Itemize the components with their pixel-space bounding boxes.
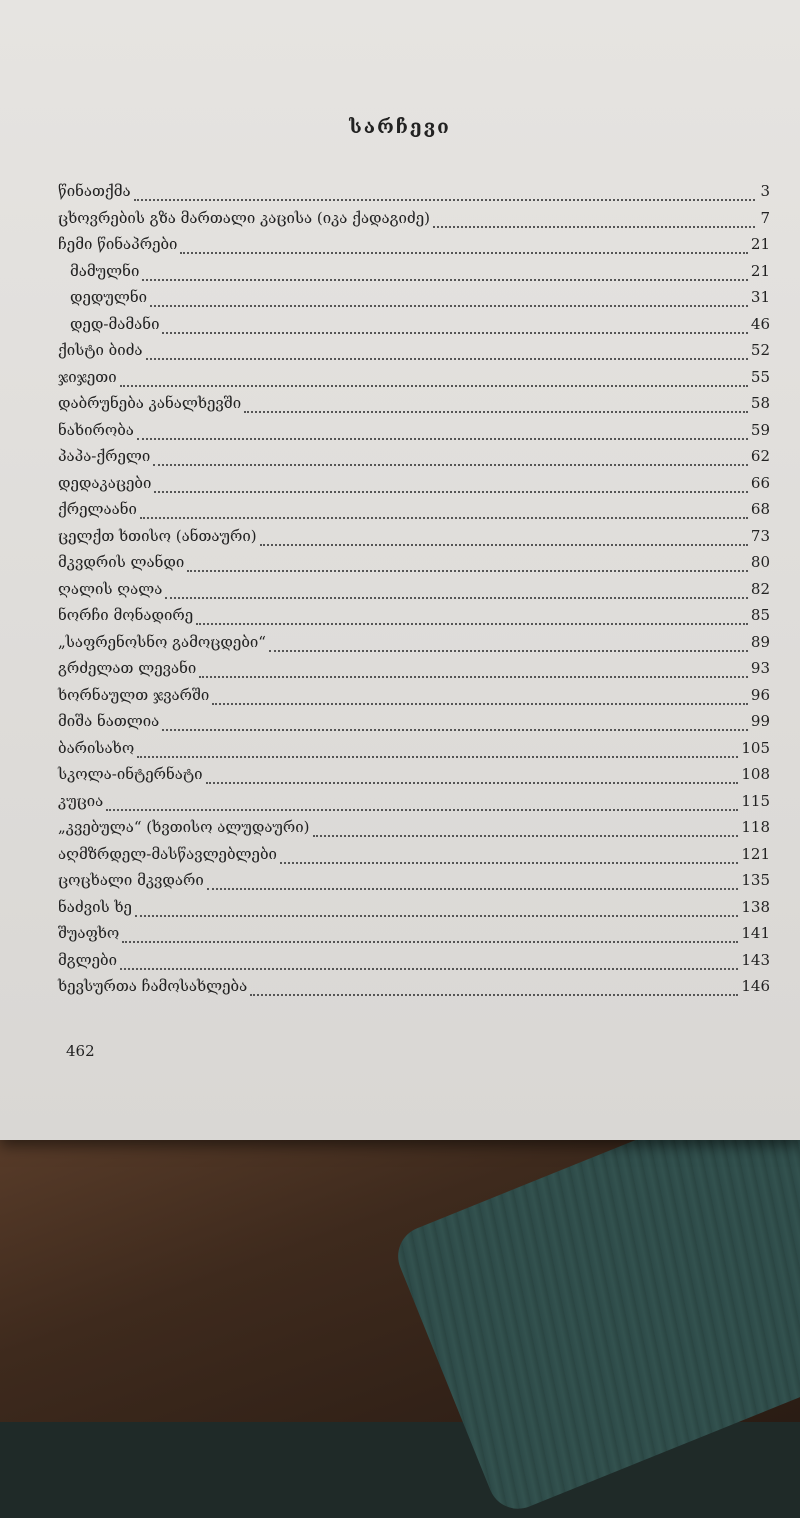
toc-entry-page: 73 <box>750 526 770 545</box>
toc-entry-title: კუცია <box>58 791 104 810</box>
dot-leader <box>140 517 748 519</box>
toc-entry-page: 52 <box>750 341 770 359</box>
toc-entry-page: 135 <box>741 871 770 889</box>
toc-entry-page: 99 <box>750 712 770 730</box>
toc-entry <box>58 368 770 395</box>
dot-leader <box>196 623 748 625</box>
toc-entry-page: 141 <box>741 924 770 942</box>
toc-entry-title: ხორნაულთ ჯვარში <box>58 685 210 704</box>
toc-entry-page: 66 <box>750 473 770 492</box>
toc-entry-title: ქისტი ბიძა <box>58 341 143 359</box>
toc-entry-title: ნორჩი მონადირე <box>58 606 194 624</box>
dot-leader <box>206 782 739 784</box>
page-title: სარჩევი <box>349 116 451 138</box>
dot-leader <box>313 835 739 837</box>
toc-entry <box>58 288 770 315</box>
toc-entry <box>58 606 770 633</box>
toc-entry-page: 80 <box>750 553 770 571</box>
toc-entry-page: 105 <box>741 738 770 757</box>
toc-entry <box>58 845 770 872</box>
dot-leader <box>280 862 738 864</box>
toc-entry-title: ნაძვის ხე <box>58 897 132 916</box>
toc-entry-title: ჯიჯეთი <box>58 367 117 386</box>
toc-entry <box>58 262 770 289</box>
dot-leader <box>137 756 738 758</box>
toc-entry-page: 143 <box>741 950 770 969</box>
dot-leader <box>134 199 755 201</box>
dot-leader <box>142 279 748 281</box>
toc-entry <box>58 447 770 474</box>
toc-entry <box>58 765 770 792</box>
toc-entry <box>58 315 770 342</box>
dot-leader <box>120 968 738 970</box>
toc-entry-title: ბარისახო <box>58 738 135 757</box>
toc-entry-page: 138 <box>741 897 770 916</box>
toc-entry-title: პაპა-ქრელი <box>58 447 151 465</box>
toc-entry <box>58 341 770 368</box>
toc-entry <box>58 792 770 819</box>
toc-entry-title: სკოლა-ინტერნატი <box>58 765 203 783</box>
page-number: 462 <box>66 1042 95 1060</box>
dot-leader <box>250 994 738 996</box>
toc-entry-page: 96 <box>750 685 770 704</box>
toc-entry-title: დედულნი <box>70 288 148 306</box>
toc-entry <box>58 924 770 951</box>
dot-leader <box>106 809 738 811</box>
toc-entry-page: 21 <box>750 235 770 253</box>
toc-entry <box>58 421 770 448</box>
toc-entry-page: 58 <box>750 394 770 412</box>
toc-entry <box>58 394 770 421</box>
toc-entry <box>58 553 770 580</box>
toc-entry-title: „საფრენოსნო გამოცდები“ <box>58 632 266 651</box>
dot-leader <box>244 411 748 413</box>
toc-entry <box>58 686 770 713</box>
toc-entry-title: მკვდრის ლანდი <box>58 553 185 571</box>
toc-entry-title: ცოცხალი მკვდარი <box>58 871 204 889</box>
toc-entry <box>58 739 770 766</box>
toc-entry-page: 93 <box>750 659 770 677</box>
dot-leader <box>135 915 738 917</box>
dot-leader <box>122 941 738 943</box>
dot-leader <box>150 305 748 307</box>
dot-leader <box>146 358 748 360</box>
toc-entry-title: მამულნი <box>70 261 140 280</box>
toc-entry <box>58 474 770 501</box>
toc-entry-page: 89 <box>750 632 770 651</box>
dot-leader <box>153 464 748 466</box>
toc-entry <box>58 182 770 209</box>
dot-leader <box>180 252 747 254</box>
toc-entry <box>58 712 770 739</box>
toc-entry-page: 146 <box>741 977 770 995</box>
dot-leader <box>187 570 748 572</box>
dot-leader <box>260 544 748 546</box>
dot-leader <box>199 676 748 678</box>
toc-entry-page: 82 <box>750 579 770 598</box>
dot-leader <box>162 332 747 334</box>
toc-entry-page: 7 <box>760 208 770 227</box>
dot-leader <box>154 491 748 493</box>
toc-entry <box>58 898 770 925</box>
toc-entry-title: შუაფხო <box>58 924 120 942</box>
toc-entry <box>58 977 770 1004</box>
toc-entry-page: 62 <box>750 447 770 465</box>
toc-entry <box>58 951 770 978</box>
dot-leader <box>433 226 755 228</box>
toc-entry-page: 115 <box>741 791 770 810</box>
toc-entry-page: 118 <box>741 818 770 836</box>
toc-entry-title: წინათქმა <box>58 182 131 200</box>
toc-entry-title: დაბრუნება კანალხევში <box>58 394 242 412</box>
toc-entry <box>58 659 770 686</box>
toc-entry-title: ცელქთ ხთისო (ანთაური) <box>58 526 257 545</box>
toc-entry-title: ქრელაანი <box>58 500 137 518</box>
toc-entry-page: 55 <box>750 367 770 386</box>
toc-entry-page: 21 <box>750 261 770 280</box>
toc-entry-title: მიშა ნათლია <box>58 712 160 730</box>
toc-entry-title: „კვებულა“ (ხვთისო ალუდაური) <box>58 818 310 836</box>
toc-entry <box>58 209 770 236</box>
dot-leader <box>269 650 748 652</box>
toc-entry-page: 46 <box>750 314 770 333</box>
dot-leader <box>207 888 739 890</box>
toc-entry-page: 85 <box>750 606 770 624</box>
toc-entry-title: ნახირობა <box>58 420 134 439</box>
toc-entry <box>58 500 770 527</box>
dot-leader <box>212 703 748 705</box>
toc-entry-page: 108 <box>741 765 770 783</box>
toc-entry <box>58 818 770 845</box>
toc-entry-title: გრძელათ ლევანი <box>58 659 197 677</box>
toc-entry-page: 3 <box>760 182 770 200</box>
table-of-contents <box>58 182 770 1004</box>
toc-entry <box>58 235 770 262</box>
dot-leader <box>165 597 748 599</box>
toc-entry-title: ღალის ღალა <box>58 579 163 598</box>
toc-entry-title: ჩემი წინაპრები <box>58 235 178 253</box>
toc-entry-page: 59 <box>750 420 770 439</box>
toc-entry-title: ცხოვრების გზა მართალი კაცისა (იკა ქადაგიძე) <box>58 208 430 227</box>
toc-entry-title: აღმზრდელ-მასწავლებლები <box>58 844 277 863</box>
toc-entry-title: მგლები <box>58 950 118 969</box>
toc-entry-title: დედაკაცები <box>58 473 152 492</box>
toc-entry-title: ხევსურთა ჩამოსახლება <box>58 977 248 995</box>
dot-leader <box>137 438 748 440</box>
toc-entry-title: დედ-მამანი <box>70 314 160 333</box>
toc-entry <box>58 871 770 898</box>
toc-entry <box>58 580 770 607</box>
toc-entry-page: 68 <box>750 500 770 518</box>
toc-entry <box>58 633 770 660</box>
toc-entry <box>58 527 770 554</box>
dot-leader <box>162 729 748 731</box>
toc-entry-page: 31 <box>750 288 770 306</box>
toc-entry-page: 121 <box>741 844 770 863</box>
dot-leader <box>120 385 748 387</box>
